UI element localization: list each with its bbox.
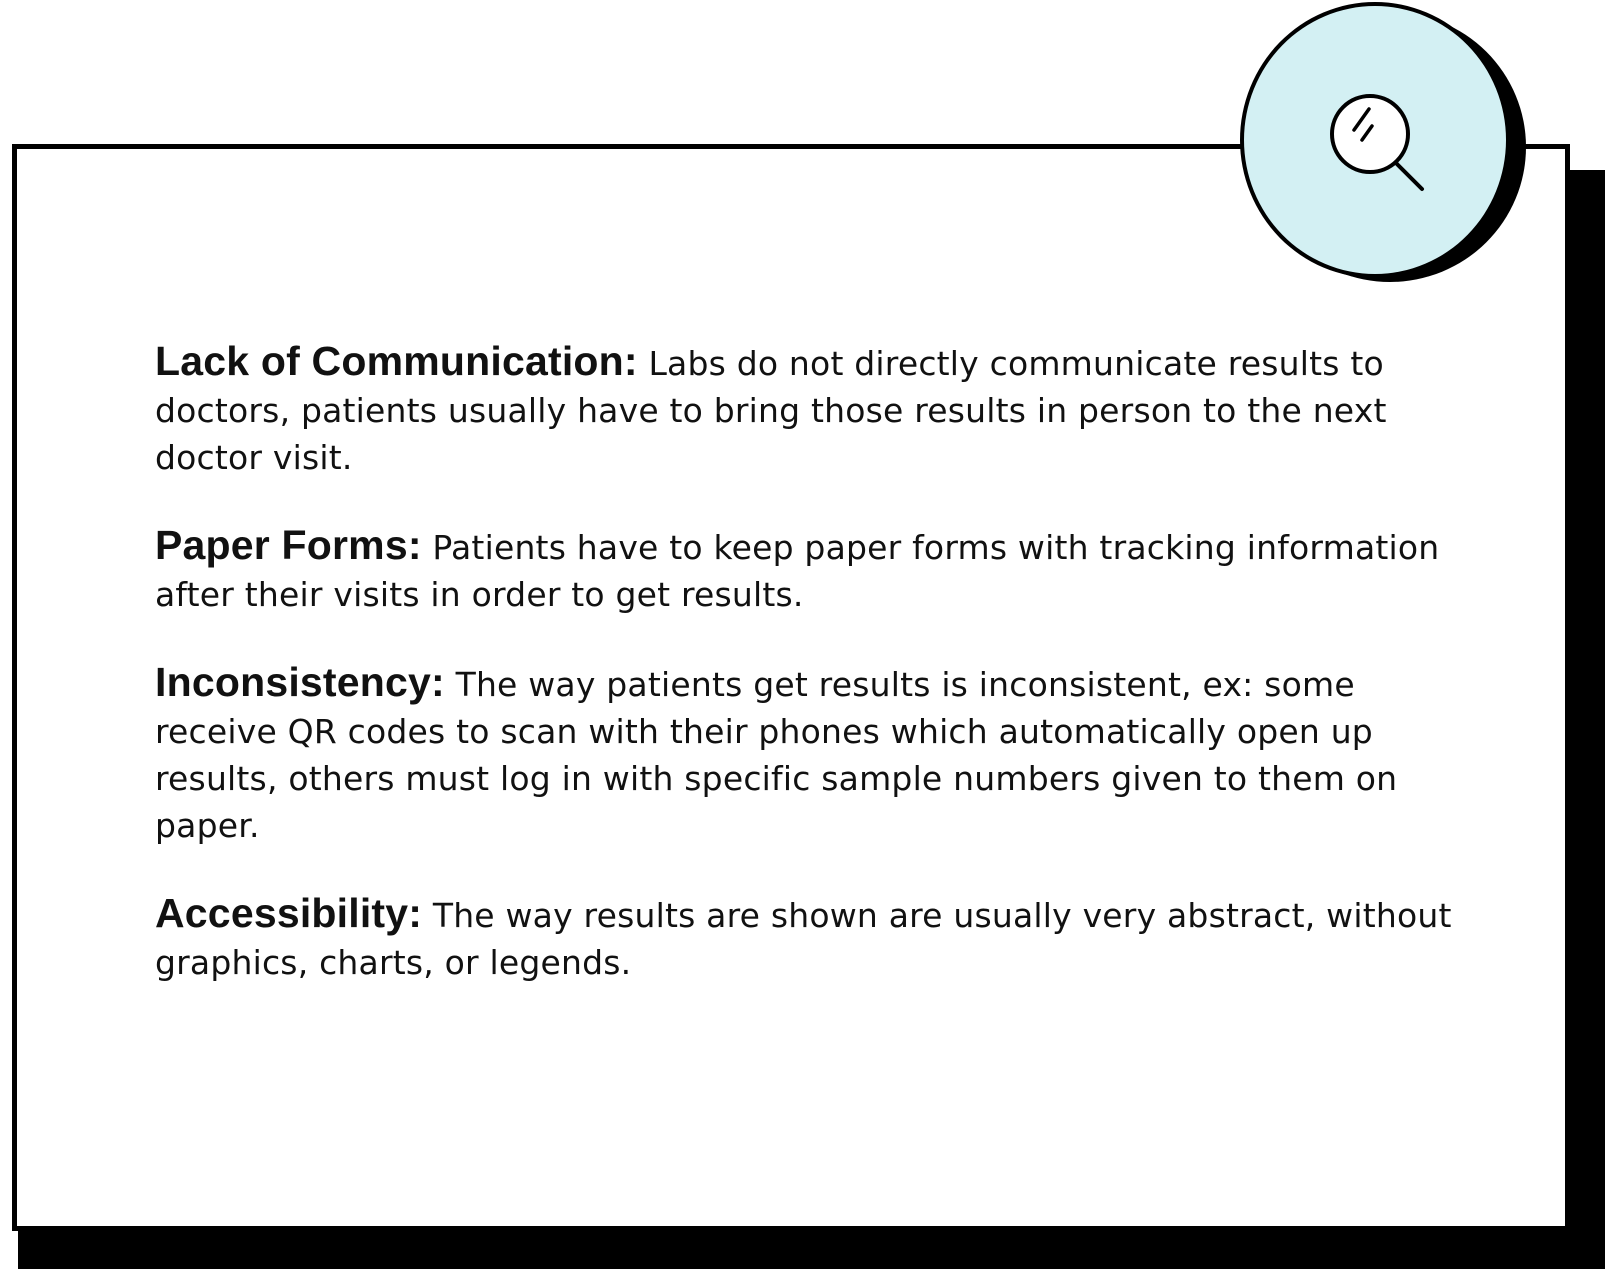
- problem-title: Paper Forms:: [155, 522, 422, 568]
- problem-item-inconsistency: [155, 659, 1455, 849]
- problem-description: The way patients get results is inconsistent, ex: some receive QR codes to scan with their phones which automatically open up results, others must log in with specific sample numbers given to them on paper.: [155, 665, 1398, 845]
- search-badge: [1240, 2, 1510, 278]
- magnifying-glass-icon: [1324, 86, 1434, 196]
- problem-title: Inconsistency:: [155, 659, 445, 705]
- problem-title: Accessibility:: [155, 890, 423, 936]
- problem-title: Lack of Communication:: [155, 338, 638, 384]
- problem-list: [155, 338, 1455, 1027]
- problem-item-communication: [155, 338, 1455, 481]
- problem-description: The way results are shown are usually very abstract, without graphics, charts, or legends.: [155, 896, 1452, 982]
- problem-item-accessibility: [155, 890, 1455, 986]
- problem-item-paper-forms: [155, 522, 1455, 618]
- problem-description: Labs do not directly communicate results to doctors, patients usually have to bring those results in person to the next doctor visit.: [155, 344, 1387, 477]
- problem-description: Patients have to keep paper forms with tracking information after their visits in order to get results.: [155, 528, 1440, 614]
